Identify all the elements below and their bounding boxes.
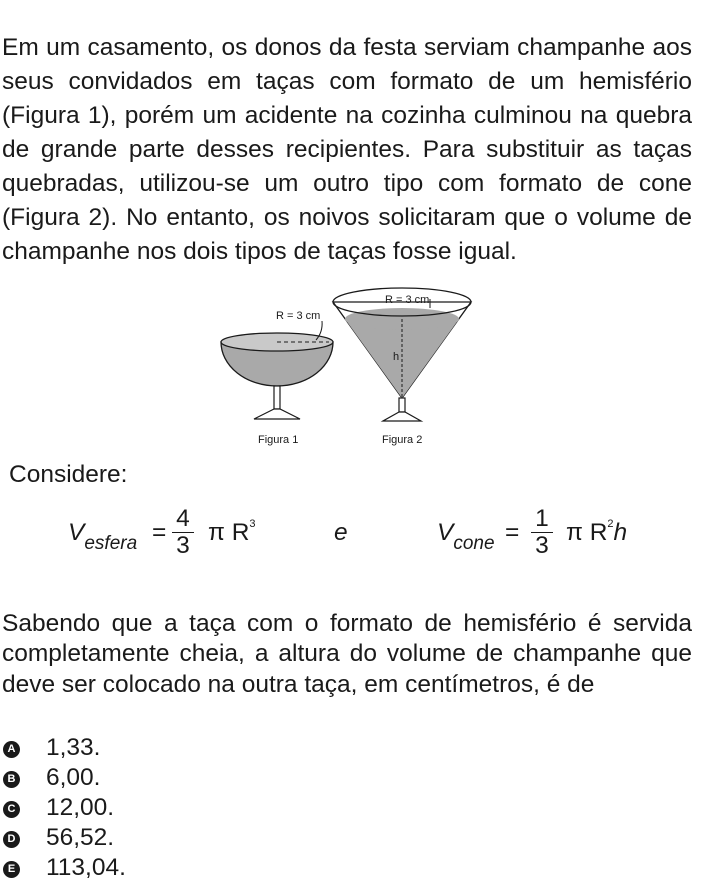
sphere-numerator: 4 bbox=[176, 505, 190, 532]
sphere-exponent: 3 bbox=[249, 518, 256, 530]
fig1-caption: Figura 1 bbox=[258, 434, 299, 446]
sphere-rest bbox=[208, 519, 256, 547]
question-text: Sabendo que a taça com o formato de hemisfério é servida completamente cheia, a altura do volume de champanhe que deve ser colocado na outra taça, em centímetros, é de bbox=[2, 609, 692, 698]
glasses-figure bbox=[210, 285, 480, 450]
cone-numerator: 1 bbox=[535, 505, 549, 532]
option-e-letter-icon: E bbox=[3, 861, 20, 878]
problem-statement: Em um casamento, os donos da festa serviam champanhe aos seus convidados em taças com formato de um hemisfério (Figura 1), porém um acidente na cozinha culminou na quebra de grande parte desses recipientes. Para substituir as taças quebradas, utilizou-se um outro tipo com formato de cone (Figura 2). No entanto, os noivos solicitaram que o volume de champanhe nos dois tipos de taças fosse igual. bbox=[2, 33, 692, 265]
cone-fraction bbox=[531, 506, 553, 559]
fig2-caption: Figura 2 bbox=[382, 434, 423, 446]
cone-glass bbox=[333, 288, 471, 421]
option-a-text: 1,33. bbox=[46, 734, 101, 761]
option-b-text: 6,00. bbox=[46, 764, 101, 791]
considere-label: Considere: bbox=[9, 461, 128, 488]
fig2-height-label: h bbox=[393, 351, 400, 363]
cone-volume-symbol bbox=[437, 519, 495, 554]
cone-denominator: 3 bbox=[535, 532, 549, 559]
hemisphere-glass bbox=[221, 321, 333, 419]
sphere-equals: = bbox=[152, 519, 167, 546]
cone-exponent: 2 bbox=[607, 518, 614, 530]
sphere-subscript: esfera bbox=[84, 533, 138, 554]
fig2-radius-label: R = 3 cm bbox=[385, 294, 430, 306]
fig1-radius-label: R = 3 cm bbox=[276, 310, 321, 322]
sphere-v: V bbox=[68, 519, 85, 546]
sphere-pi-r: π R bbox=[208, 519, 250, 546]
sphere-volume-symbol bbox=[68, 519, 138, 554]
cone-rest bbox=[566, 519, 627, 547]
cone-subscript: cone bbox=[453, 533, 495, 554]
cone-pi-r: π R bbox=[566, 519, 608, 546]
cone-equals: = bbox=[505, 519, 520, 546]
option-b-letter-icon: B bbox=[3, 771, 20, 788]
connector-e: e bbox=[334, 519, 348, 546]
option-e-text: 113,04. bbox=[46, 854, 126, 881]
option-d-letter-icon: D bbox=[3, 831, 20, 848]
cone-v: V bbox=[437, 519, 454, 546]
option-d-text: 56,52. bbox=[46, 824, 115, 851]
formulas bbox=[0, 505, 710, 575]
option-c-text: 12,00. bbox=[46, 794, 115, 821]
cone-h: h bbox=[613, 519, 628, 546]
option-a-letter-icon: A bbox=[3, 741, 20, 758]
sphere-denominator: 3 bbox=[176, 532, 190, 559]
option-c-letter-icon: C bbox=[3, 801, 20, 818]
sphere-fraction bbox=[172, 506, 194, 559]
